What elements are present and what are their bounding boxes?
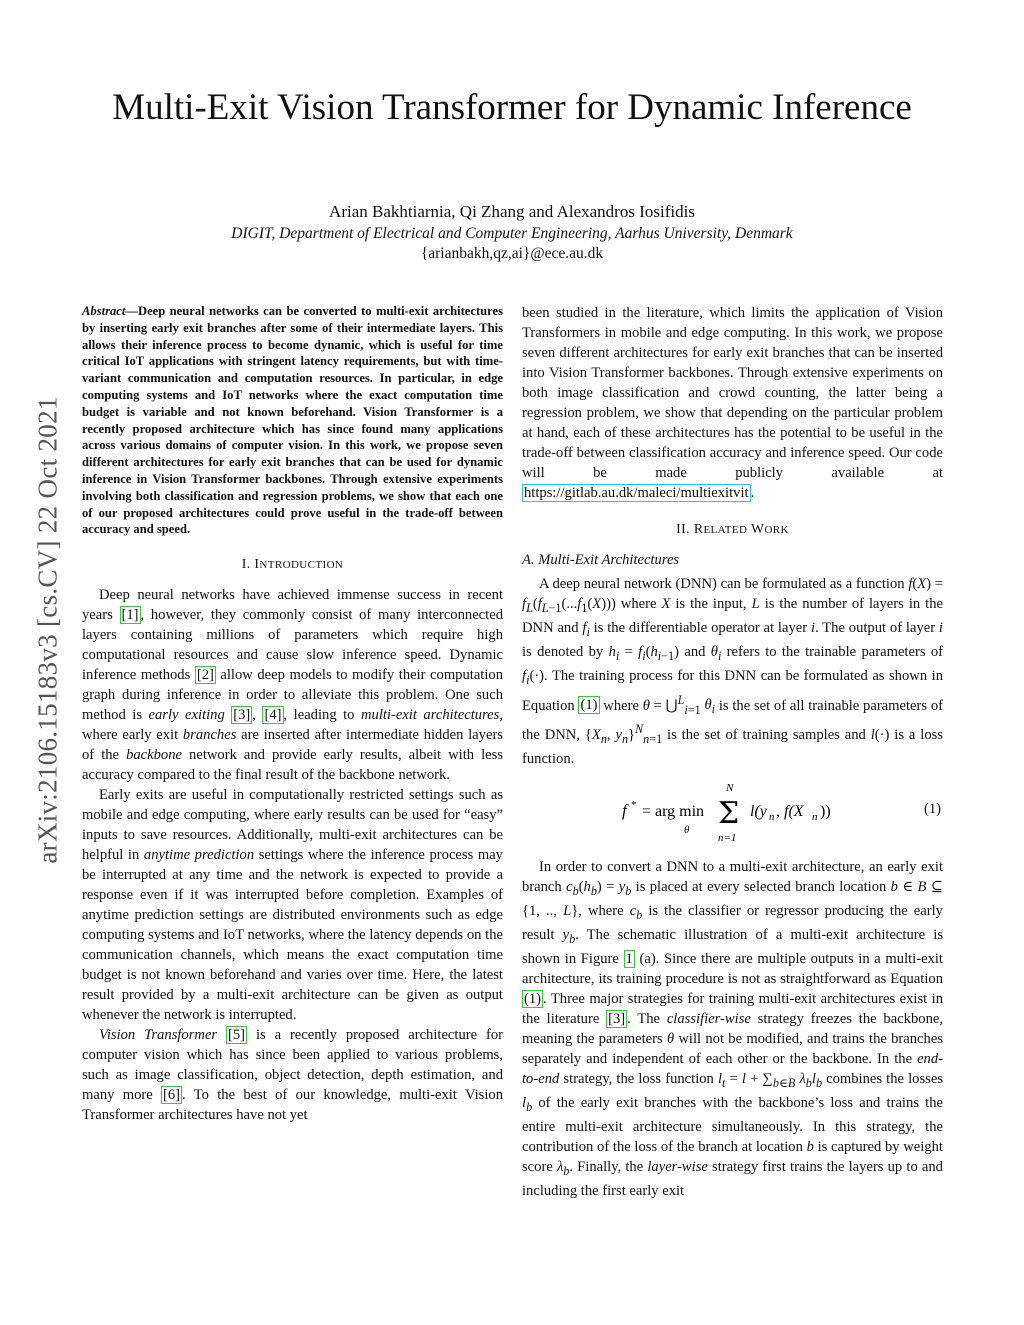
- left-column: [82, 303, 503, 1125]
- intro-paragraph-2: Early exits are useful in computationally restricted settings such as mobile and edge computing, where early results can be used for “easy” inputs to save resources. Additionally, multi-exit architectures can be helpful in anytime prediction settings where the inference process may be interrupted at any time and the network is expected to provide a response even if it was interrupted before completion. Examples of anytime prediction settings are distributed environments such as edge computing systems and IoT networks, where the latency depends on the communication channels, which means the exact computation time budget is not known beforehand and varies over time. Here, the latest result provided by a multi-exit architecture can be given as output whenever the network is interrupted.: [82, 787, 503, 1024]
- svg-text:f: f: [622, 801, 627, 821]
- intro-paragraph-1: Deep neural networks have achieved immense success in recent years [1] , however, they commonly consist of many interconnected layers containing millions of parameters which require high computational resources and cause slow inference speed. Dynamic inference methods [2] allow deep models to modify their computation graph during inference in order to alleviate this problem. One such method is early exiting [3] , [4] , leading to multi-exit architectures, where early exit branches are inserted after intermediate hidden layers of the backbone network and provide early results, albeit with less accuracy compared to the final result of the backbone network.: [82, 587, 504, 784]
- code-repository-link[interactable]: https://gitlab.au.dk/maleci/multiexitvit: [524, 485, 749, 501]
- svg-text:l(y: l(y: [750, 803, 767, 821]
- citation-link[interactable]: [2]: [196, 667, 214, 684]
- arxiv-identifier: arXiv:2106.15183v3 [cs.CV] 22 Oct 2021: [32, 396, 63, 864]
- section-heading-related-work: II. RELATED WORK: [676, 521, 789, 536]
- subsection-heading-multi-exit: A. Multi-Exit Architectures: [522, 552, 680, 568]
- author-list: Arian Bakhtiarnia, Qi Zhang and Alexandros Iosifidis: [329, 202, 695, 221]
- equation-1: [522, 775, 943, 849]
- svg-text:N: N: [726, 782, 734, 795]
- equation-link[interactable]: (1): [580, 697, 598, 714]
- figure-link[interactable]: 1: [625, 950, 633, 967]
- citation-link[interactable]: [5]: [228, 1027, 246, 1044]
- author-email: {arianbakh,qz,ai}@ece.au.dk: [420, 245, 604, 262]
- citation-link[interactable]: [6]: [163, 1087, 181, 1104]
- affiliation: DIGIT, Department of Electrical and Computer Engineering, Aarhus University, Denmark: [231, 225, 793, 242]
- citation-link[interactable]: [1]: [121, 607, 139, 624]
- svg-text:)): )): [820, 803, 831, 821]
- svg-text:= arg min: = arg min: [642, 803, 705, 821]
- svg-text:n: n: [769, 811, 775, 824]
- abstract: [82, 303, 503, 538]
- svg-text:*: *: [631, 799, 637, 812]
- section-heading-introduction: I. INTRODUCTION: [241, 556, 344, 572]
- citation-link[interactable]: [3]: [608, 1010, 626, 1027]
- svg-text:Σ: Σ: [718, 796, 740, 832]
- related-paragraph-1: A deep neural network (DNN) can be formulated as a function $f(X) = f_L(f_{L-1}(...f_1(X)))$ where X is the input, L is the number of layers in the DNN and $f_i$ is the differentiable operator at layer i. The output of layer i is denoted by $h_i = f_i(h_{i-1})$ and $\theta_i$ refers to the trainable parameters of $f_i(\cdot)$. The training process for this DNN can be formulated as shown in Equation (1) where θ = ⋃$^L_{i=1}$ $\theta_i$ is the set of all trainable parameters of the DNN, {$X_n$, $y_n\}^N_{n=1}$ is the set of training samples and l(·) is a loss function.: [522, 576, 943, 768]
- abstract-text: —Deep neural networks can be converted to multi-exit architectures by inserting early exit branches after some of their intermediate layers. This allows their inference process to become dynamic, which is useful for time critical IoT applications with stringent latency requirements, but with time-variant communication and computation resources. In particular, in edge computing systems and IoT networks where the exact computation time budget is variable and not known beforehand. Vision Transformer is a recently proposed architecture which has since found many applications across various domains of computer vision. In this work, we propose seven different architectures for early exit branches that can be used for dynamic inference in Vision Transformer backbones. Through extensive experiments involving both classification and regression problems, we show that each one of our proposed architectures could prove useful in the trade-off between accuracy and speed.: [82, 304, 503, 537]
- abstract-label: Abstract: [82, 304, 126, 318]
- intro-paragraph-3: Vision Transformer [5] is a recently proposed architecture for computer vision which has since been applied to various problems, such as image classification, object detection, depth estimation, and many more [6] . To the best of our knowledge, multi-exit Vision Transformer architectures have not yet: [82, 1027, 504, 1124]
- related-paragraph-2: In order to convert a DNN to a multi-exit architecture, an early exit branch $c_b(h_b) = y_b$ is placed at every selected branch location b ∈ B ⊆ {1, .., L}, where $c_b$ is the classifier or regressor producing the early result $y_b$. The schematic illustration of a multi-exit architecture is shown in Figure 1 (a). Since there are multiple outputs in a multi-exit architecture, its training procedure is not as straightforward as Equation (1) . Three major strategies for training multi-exit architectures exist in the literature [3] . The classifier-wise strategy freezes the backbone, meaning the parameters θ will not be modified, and trains the branches separately and independent of each other or the backbone. In the end-to-end strategy, the loss function $l_t = l + \sum_{b\in B}$ $\lambda_bl_b$ combines the losses $l_b$ of the early exit branches with the backbone’s loss and trains the entire multi-exit architecture simultaneously. In this strategy, the contribution of the loss of the branch at location b is captured by weight score $\lambda_b$. Finally, the layer-wise strategy first trains the layers up to and including the first early exit: [522, 859, 943, 1199]
- svg-text:, f(X: , f(X: [776, 803, 804, 821]
- equation-1-formula: [622, 781, 862, 841]
- citation-link[interactable]: [4]: [264, 707, 282, 724]
- paper-title: Multi-Exit Vision Transformer for Dynamic Inference: [112, 87, 912, 128]
- svg-text:n=1: n=1: [718, 832, 737, 842]
- svg-text:θ: θ: [684, 824, 690, 837]
- svg-text:n: n: [812, 811, 818, 824]
- equation-link[interactable]: (1): [524, 990, 542, 1007]
- citation-link[interactable]: [3]: [233, 707, 251, 724]
- equation-number: (1): [923, 801, 941, 818]
- intro-paragraph-3-continued: been studied in the literature, which limits the application of Vision Transformers in mobile and edge computing. In this work, we propose seven different architectures for early exit branches that can be inserted into Vision Transformer backbones. Through extensive experiments on both image classification and crowd counting, the latter being a regression problem, we show that depending on the particular problem at hand, each of these architectures has the potential to be useful in the trade-off between classification accuracy and inference speed. Our code will be made publicly available at https://gitlab.au.dk/maleci/multiexitvit .: [522, 305, 943, 501]
- right-column: [522, 303, 943, 1201]
